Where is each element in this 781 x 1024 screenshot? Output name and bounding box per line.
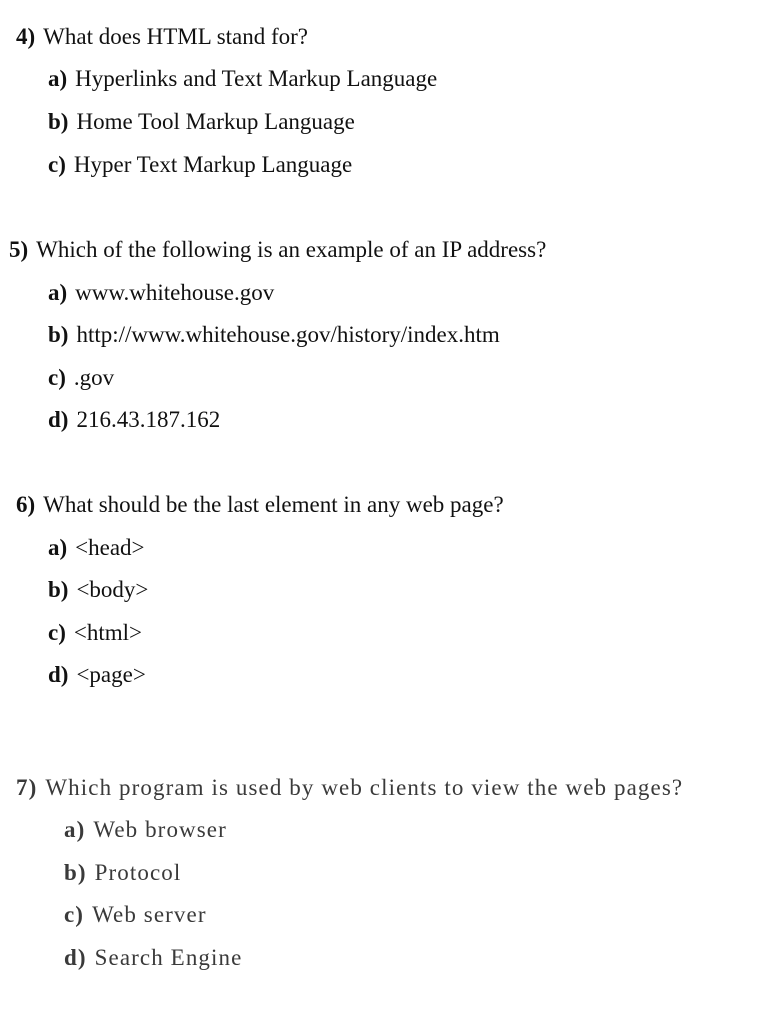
option-7d: [64, 944, 242, 972]
option-7b: [64, 859, 181, 887]
question-text: What should be the last element in any web page?: [43, 492, 504, 517]
option-letter: a): [48, 535, 68, 560]
question-text: Which program is used by web clients to view the web pages?: [45, 775, 684, 800]
option-text: Web server: [92, 902, 207, 927]
option-text: Protocol: [94, 860, 182, 885]
option-text: 216.43.187.162: [76, 407, 221, 432]
option-letter: c): [48, 620, 66, 645]
option-letter: b): [64, 860, 87, 885]
option-letter: d): [48, 407, 69, 432]
option-letter: c): [48, 152, 66, 177]
option-7a: [64, 816, 227, 844]
option-5d: [48, 406, 220, 434]
option-6d: [48, 661, 146, 689]
option-text: <head>: [75, 535, 145, 560]
option-5b: [48, 321, 500, 349]
option-text: <html>: [73, 620, 142, 645]
option-text: Hyper Text Markup Language: [73, 152, 353, 177]
option-text: <body>: [76, 577, 149, 602]
option-text: www.whitehouse.gov: [75, 280, 275, 305]
option-6a: [48, 534, 145, 562]
question-5: [9, 236, 546, 264]
option-6b: [48, 576, 148, 604]
option-letter: c): [64, 902, 85, 927]
option-letter: b): [48, 577, 69, 602]
question-4: [16, 23, 308, 51]
option-5a: [48, 279, 274, 307]
option-6c: [48, 619, 142, 647]
option-letter: a): [48, 280, 68, 305]
option-4b: [48, 108, 355, 136]
question-number: 7): [16, 775, 38, 800]
question-text: Which of the following is an example of an IP address?: [36, 237, 547, 262]
option-text: http://www.whitehouse.gov/history/index.htm: [76, 322, 500, 347]
option-letter: b): [48, 322, 69, 347]
option-7c: [64, 901, 207, 929]
option-text: Home Tool Markup Language: [76, 109, 355, 134]
option-letter: b): [48, 109, 69, 134]
option-letter: a): [64, 817, 86, 842]
option-text: Web browser: [93, 817, 227, 842]
question-6: [16, 491, 504, 519]
question-number: 6): [16, 492, 36, 517]
option-text: <page>: [76, 662, 146, 687]
question-7: [16, 774, 683, 802]
option-letter: d): [48, 662, 69, 687]
option-letter: d): [64, 945, 87, 970]
option-letter: a): [48, 66, 68, 91]
option-letter: c): [48, 365, 66, 390]
question-number: 5): [9, 237, 29, 262]
option-text: Hyperlinks and Text Markup Language: [75, 66, 438, 91]
option-text: .gov: [73, 365, 115, 390]
question-text: What does HTML stand for?: [43, 24, 309, 49]
option-4c: [48, 151, 352, 179]
option-4a: [48, 65, 437, 93]
option-5c: [48, 364, 114, 392]
option-text: Search Engine: [94, 945, 243, 970]
question-number: 4): [16, 24, 36, 49]
